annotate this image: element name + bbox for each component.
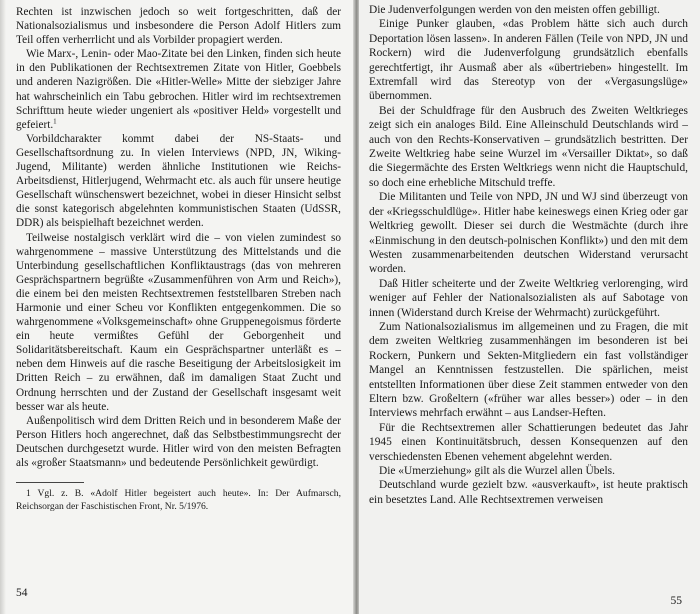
paragraph: Die Judenverfolgungen werden von den meisten offen gebilligt. xyxy=(369,4,660,16)
footnote: 1 Vgl. z. B. «Adolf Hitler begeistert auch heute». In: Der Aufmarsch, Reichsorgan der Faschistischen Front, Nr. 5/1976. xyxy=(16,488,341,512)
paragraph: Außenpolitisch wird dem Dritten Reich und in besonderem Maße der Person Hitlers hoch angerechnet, daß das Selbstbestimmungsrecht der Deutschen durchgesetzt wurde. Hitler wird von den meisten Befragten als «großer Staatsmann» und bedeutende Persönlichkeit gewürdigt. xyxy=(16,414,341,469)
paragraph: Daß Hitler scheiterte und der Zweite Weltkrieg verlorenging, wird weniger auf Fehler der Nationalsozialisten als auf Sabotage von innen (Widerstand durch Kreise der Wehrmacht) zurückgeführt. xyxy=(369,277,688,319)
paragraph: Die «Umerziehung» gilt als die Wurzel allen Übels. xyxy=(379,465,615,477)
paragraph: Rechten ist inzwischen jedoch so weit fortgeschritten, daß der Nationalsozialismus und insbesondere die Person Adolf Hitlers zum Teil offen verherrlicht und als Vorbilder propagiert werden. xyxy=(16,6,341,47)
page-edge-shadow xyxy=(0,0,6,614)
footnote-rule xyxy=(16,482,84,483)
paragraph xyxy=(16,47,341,132)
page-number: 54 xyxy=(16,587,28,599)
page-number: 55 xyxy=(670,595,682,607)
paragraph: Einige Punker glauben, «das Problem hätte sich auch durch Deportation lösen lassen». In anderen Fällen (Teile von NPD, JN und Rockern) wird die Judenverfolgung grundsätzlich ebenfalls gerechtfertigt, ihr Ausmaß aber als «übertrieben» hingestellt. Im Extremfall wird das Stereotyp von der «Vergasungslüge» übernommen. xyxy=(369,18,688,103)
paragraph: Für die Rechtsextremen aller Schattierungen bedeutet das Jahr 1945 einen Kontinuitätsbruch, dessen Konsequenzen auf den verschiedensten Ebenen vehement abgelehnt werden. xyxy=(369,421,688,463)
paragraph: Zum Nationalsozialismus im allgemeinen und zu Fragen, die mit dem zweiten Weltkrieg zusammenhängen im besonderen ist bei Rockern, Punkern und Sekten-Mitgliedern ein fast vollständiger Mangel an Kenntnissen festzustellen. Die spärlichen, meist entstellten Informationen über diese Zeit stammen entweder von den Eltern bzw. Großeltern («früher war alles besser») oder – in den Interviews mehrfach erwähnt – aus Landser-Heften. xyxy=(369,320,688,420)
paragraph: Vorbildcharakter kommt dabei der NS-Staats- und Gesellschaftsordnung zu. In vielen Interviews (NPD, JN, Wiking-Jugend, Militante) werden ähnliche Institutionen wie Reichs-Arbeitsdienst, Hitlerjugend, Wehrmacht etc. als auch für unsere heutige Gesellschaft wünschenswert bezeichnet, wobei in dieser Hinsicht selbst die sonst kategorisch abgelehnten kommunistischen Staaten (UdSSR, DDR) als beispielhaft bezeichnet werden. xyxy=(16,132,341,230)
right-page xyxy=(359,0,700,614)
paragraph: Die Militanten und Teile von NPD, JN und WJ sind überzeugt von der «Kriegsschuldlüge». Hitler habe keineswegs einen Krieg oder gar Weltkrieg gewollt. Dieser sei durch die Westmächte (durch ihre «Einmischung in den deutsch-polnischen Konflikt») und den mit dem Westen zusammenarbeitenden deutschen Widerstand verursacht worden. xyxy=(369,191,688,276)
paragraph-text: Wie Marx-, Lenin- oder Mao-Zitate bei den Linken, finden sich heute in den Publikationen der Rechtsextremen Zitate von Hitler, Goebbels und anderen Nazigrößen. Die «Hitler-Welle» Mitte der siebziger Jahre hat wahrscheinlich ein Tabu gebrochen. Hitler wird im rechtsextremen Schrifttum heute wieder ungeniert als «positiver Held» vorgestellt und gefeiert. xyxy=(16,48,341,131)
paragraph: Deutschland wurde gezielt bzw. «ausverkauft», ist heute praktisch ein besetztes Land. Alle Rechtsextremen verweisen xyxy=(369,479,688,506)
footnote-marker: 1 xyxy=(53,117,57,125)
paragraph: Bei der Schuldfrage für den Ausbruch des Zweiten Weltkrieges zeigt sich ein analoges Bild. Eine Alleinschuld Deutschlands wird – auch von den Rechts-Konservativen – grundsätzlich bestritten. Der Zweite Weltkrieg habe seine Wurzel im «Versailler Diktat», so daß die Siegermächte des Ersten Weltkriegs wenn nicht die Hauptschuld, so doch eine erhebliche Mitschuld treffe. xyxy=(369,104,688,189)
paragraph: Teilweise nostalgisch verklärt wird die – von vielen zumindest so wahrgenommene – massive Unterstützung des Mittelstands und die Unterbindung gesellschaftlichen Konfliktaustrags (das von mehreren Gesprächspartnern begrüßte «Zusammenführen von Arm und Reich»), die einem bei den meisten Rechtsextremen feststellbaren Streben nach Harmonie und einer Scheu vor Konflikten entgegenkommen. Die so wahrgenommene «Volksgemeinschaft» ohne Gruppenegoismus förderte ein heute vermißtes Gefühl der Geborgenheit und Solidaritätsbereitschaft. Kaum ein Gesprächspartner unterläßt es – neben dem Hinweis auf die rasche Beseitigung der Arbeitslosigkeit im Dritten Reich – zu erwähnen, daß im damaligen Staat Zucht und Ordnung herrschten und der Zustand der Gesellschaft insgesamt weit besser war als heute. xyxy=(16,231,341,413)
